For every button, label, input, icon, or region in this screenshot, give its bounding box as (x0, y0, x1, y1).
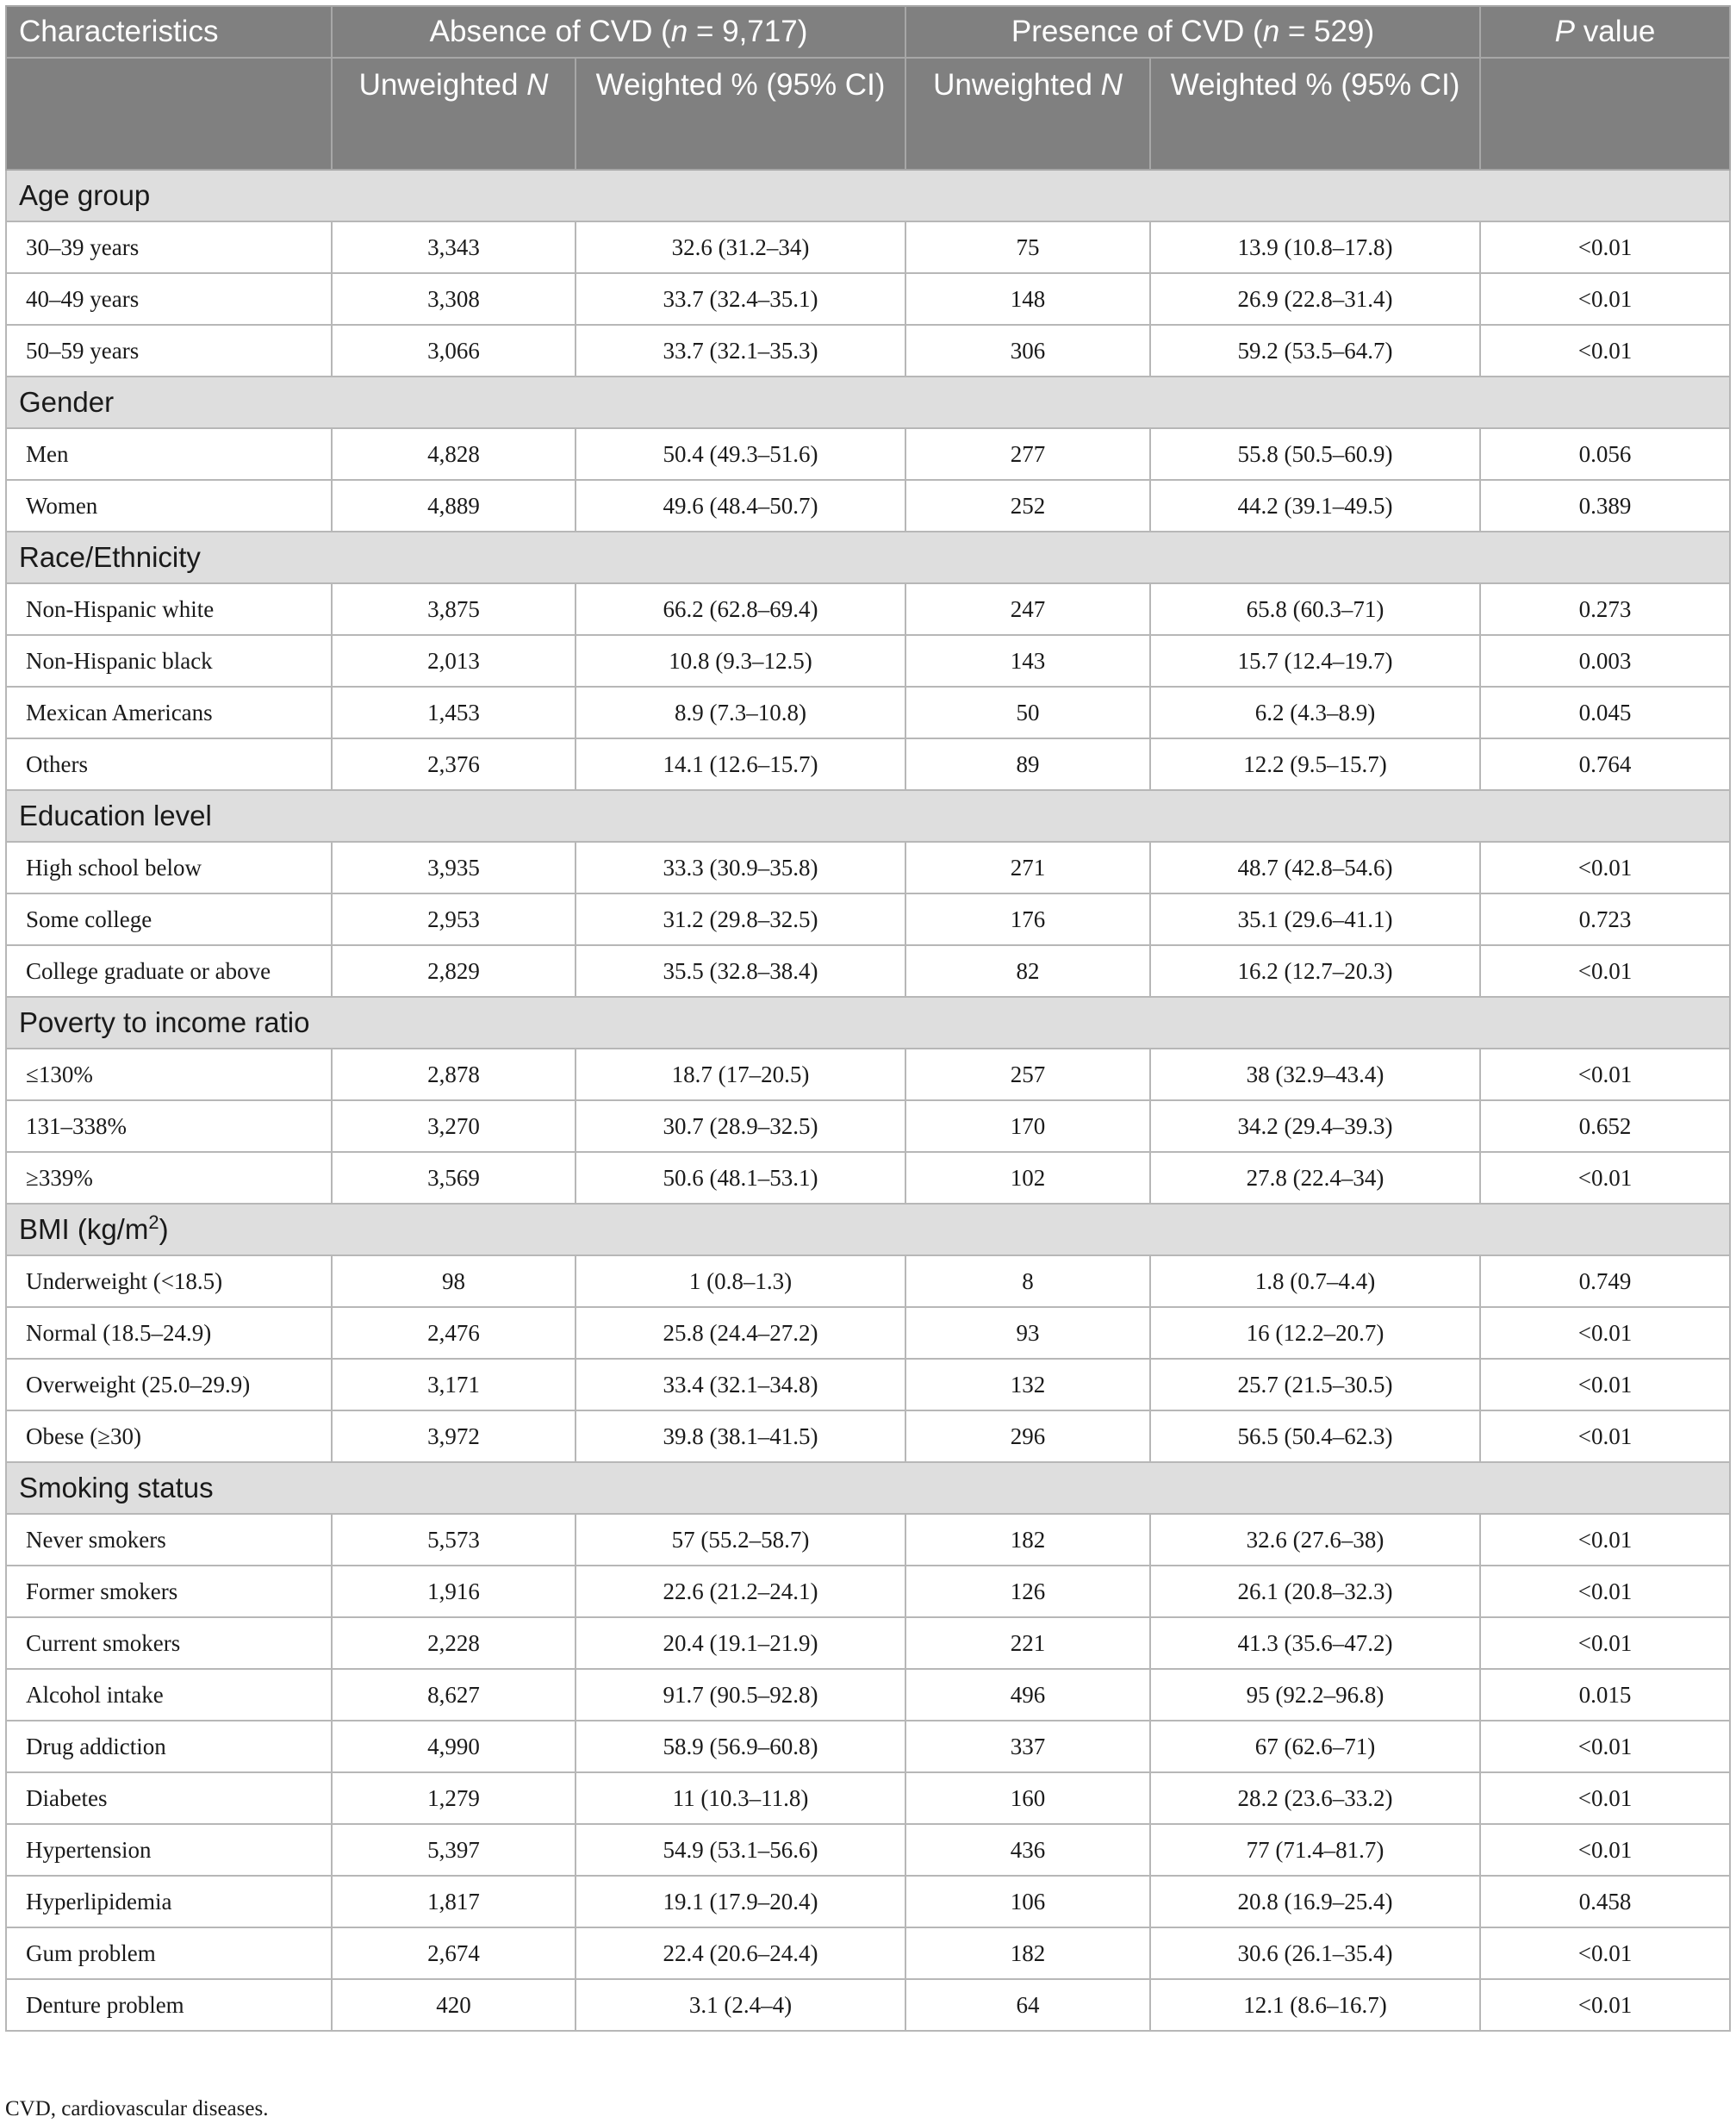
unweighted-n-absence: 5,397 (332, 1824, 576, 1876)
section-title: Race/Ethnicity (6, 532, 1730, 583)
unweighted-n-absence: 98 (332, 1255, 576, 1307)
weighted-pct-presence: 59.2 (53.5–64.7) (1150, 325, 1480, 377)
table-row (6, 1772, 1730, 1824)
p-value: 0.652 (1480, 1100, 1730, 1152)
p-value: 0.749 (1480, 1255, 1730, 1307)
unweighted-n-presence: 148 (905, 273, 1150, 325)
unweighted-n-absence: 2,829 (332, 945, 576, 997)
weighted-pct-presence: 26.1 (20.8–32.3) (1150, 1566, 1480, 1617)
p-value: 0.764 (1480, 738, 1730, 790)
weighted-pct-presence: 15.7 (12.4–19.7) (1150, 635, 1480, 687)
table-row (6, 1824, 1730, 1876)
table-row (6, 1721, 1730, 1772)
weighted-pct-presence: 65.8 (60.3–71) (1150, 583, 1480, 635)
header-blank-left (6, 58, 332, 170)
table-container (5, 5, 1729, 2032)
weighted-pct-presence: 20.8 (16.9–25.4) (1150, 1876, 1480, 1927)
section-row (6, 997, 1730, 1049)
weighted-pct-presence: 67 (62.6–71) (1150, 1721, 1480, 1772)
row-label: Alcohol intake (6, 1669, 332, 1721)
table-row (6, 273, 1730, 325)
p-value: <0.01 (1480, 1617, 1730, 1669)
row-label: Men (6, 428, 332, 480)
unweighted-n-presence: 75 (905, 221, 1150, 273)
p-value: <0.01 (1480, 1979, 1730, 2031)
weighted-pct-presence: 56.5 (50.4–62.3) (1150, 1410, 1480, 1462)
unweighted-n-absence: 2,228 (332, 1617, 576, 1669)
row-label: Drug addiction (6, 1721, 332, 1772)
p-value: 0.458 (1480, 1876, 1730, 1927)
unweighted-n-absence: 3,171 (332, 1359, 576, 1410)
weighted-pct-absence: 33.4 (32.1–34.8) (576, 1359, 905, 1410)
p-value: 0.056 (1480, 428, 1730, 480)
section-title: Age group (6, 170, 1730, 221)
table-row (6, 325, 1730, 377)
weighted-pct-presence: 34.2 (29.4–39.3) (1150, 1100, 1480, 1152)
unweighted-n-presence: 8 (905, 1255, 1150, 1307)
p-value: <0.01 (1480, 1307, 1730, 1359)
p-value: <0.01 (1480, 1772, 1730, 1824)
unweighted-n-absence: 4,828 (332, 428, 576, 480)
table-row (6, 1255, 1730, 1307)
unweighted-n-absence: 3,343 (332, 221, 576, 273)
unweighted-n-absence: 5,573 (332, 1514, 576, 1566)
unweighted-n-absence: 2,376 (332, 738, 576, 790)
p-value: <0.01 (1480, 1566, 1730, 1617)
section-row (6, 1204, 1730, 1255)
weighted-pct-presence: 12.2 (9.5–15.7) (1150, 738, 1480, 790)
row-label: Overweight (25.0–29.9) (6, 1359, 332, 1410)
p-value: <0.01 (1480, 325, 1730, 377)
table-row (6, 1876, 1730, 1927)
weighted-pct-presence: 26.9 (22.8–31.4) (1150, 273, 1480, 325)
weighted-pct-absence: 30.7 (28.9–32.5) (576, 1100, 905, 1152)
weighted-pct-absence: 57 (55.2–58.7) (576, 1514, 905, 1566)
p-value: <0.01 (1480, 1359, 1730, 1410)
weighted-pct-presence: 30.6 (26.1–35.4) (1150, 1927, 1480, 1979)
p-value: 0.003 (1480, 635, 1730, 687)
section-title: Poverty to income ratio (6, 997, 1730, 1049)
section-row (6, 1462, 1730, 1514)
unweighted-n-presence: 306 (905, 325, 1150, 377)
weighted-pct-absence: 66.2 (62.8–69.4) (576, 583, 905, 635)
unweighted-n-absence: 3,308 (332, 273, 576, 325)
weighted-pct-presence: 38 (32.9–43.4) (1150, 1049, 1480, 1100)
row-label: 40–49 years (6, 273, 332, 325)
row-label: Gum problem (6, 1927, 332, 1979)
table-footnote: CVD, cardiovascular diseases. (5, 2097, 269, 2120)
weighted-pct-presence: 25.7 (21.5–30.5) (1150, 1359, 1480, 1410)
unweighted-n-absence: 3,066 (332, 325, 576, 377)
row-label: 30–39 years (6, 221, 332, 273)
unweighted-n-presence: 252 (905, 480, 1150, 532)
unweighted-n-presence: 160 (905, 1772, 1150, 1824)
p-value: <0.01 (1480, 273, 1730, 325)
weighted-pct-presence: 77 (71.4–81.7) (1150, 1824, 1480, 1876)
weighted-pct-absence: 1 (0.8–1.3) (576, 1255, 905, 1307)
unweighted-n-presence: 82 (905, 945, 1150, 997)
unweighted-n-presence: 247 (905, 583, 1150, 635)
header-p-value: P value (1480, 6, 1730, 58)
unweighted-n-absence: 3,972 (332, 1410, 576, 1462)
row-label: Former smokers (6, 1566, 332, 1617)
unweighted-n-absence: 3,875 (332, 583, 576, 635)
table-row (6, 1514, 1730, 1566)
unweighted-n-presence: 143 (905, 635, 1150, 687)
weighted-pct-absence: 3.1 (2.4–4) (576, 1979, 905, 2031)
table-row (6, 1359, 1730, 1410)
weighted-pct-presence: 41.3 (35.6–47.2) (1150, 1617, 1480, 1669)
unweighted-n-presence: 93 (905, 1307, 1150, 1359)
table-row (6, 635, 1730, 687)
row-label: High school below (6, 842, 332, 893)
unweighted-n-absence: 1,916 (332, 1566, 576, 1617)
p-value: <0.01 (1480, 842, 1730, 893)
weighted-pct-presence: 6.2 (4.3–8.9) (1150, 687, 1480, 738)
weighted-pct-presence: 16.2 (12.7–20.3) (1150, 945, 1480, 997)
unweighted-n-absence: 3,935 (332, 842, 576, 893)
table-row (6, 842, 1730, 893)
unweighted-n-absence: 1,279 (332, 1772, 576, 1824)
weighted-pct-absence: 32.6 (31.2–34) (576, 221, 905, 273)
row-label: Hyperlipidemia (6, 1876, 332, 1927)
unweighted-n-absence: 3,569 (332, 1152, 576, 1204)
characteristics-table (5, 5, 1731, 2032)
unweighted-n-absence: 2,476 (332, 1307, 576, 1359)
row-label: Underweight (<18.5) (6, 1255, 332, 1307)
row-label: ≤130% (6, 1049, 332, 1100)
header-unweighted-n-presence: Unweighted N (905, 58, 1150, 170)
table-body (6, 170, 1730, 2031)
weighted-pct-absence: 50.4 (49.3–51.6) (576, 428, 905, 480)
unweighted-n-absence: 3,270 (332, 1100, 576, 1152)
weighted-pct-absence: 20.4 (19.1–21.9) (576, 1617, 905, 1669)
row-label: Non-Hispanic white (6, 583, 332, 635)
weighted-pct-presence: 48.7 (42.8–54.6) (1150, 842, 1480, 893)
weighted-pct-absence: 58.9 (56.9–60.8) (576, 1721, 905, 1772)
unweighted-n-absence: 1,453 (332, 687, 576, 738)
table-row (6, 945, 1730, 997)
row-label: Mexican Americans (6, 687, 332, 738)
row-label: Normal (18.5–24.9) (6, 1307, 332, 1359)
weighted-pct-absence: 8.9 (7.3–10.8) (576, 687, 905, 738)
table-row (6, 1617, 1730, 1669)
weighted-pct-absence: 33.3 (30.9–35.8) (576, 842, 905, 893)
header-unweighted-n-absence: Unweighted N (332, 58, 576, 170)
row-label: Hypertension (6, 1824, 332, 1876)
p-value: <0.01 (1480, 1410, 1730, 1462)
row-label: 131–338% (6, 1100, 332, 1152)
weighted-pct-absence: 35.5 (32.8–38.4) (576, 945, 905, 997)
weighted-pct-absence: 10.8 (9.3–12.5) (576, 635, 905, 687)
unweighted-n-absence: 4,889 (332, 480, 576, 532)
table-row (6, 1566, 1730, 1617)
weighted-pct-presence: 44.2 (39.1–49.5) (1150, 480, 1480, 532)
weighted-pct-absence: 11 (10.3–11.8) (576, 1772, 905, 1824)
table-row (6, 480, 1730, 532)
weighted-pct-presence: 35.1 (29.6–41.1) (1150, 893, 1480, 945)
unweighted-n-absence: 1,817 (332, 1876, 576, 1927)
weighted-pct-presence: 95 (92.2–96.8) (1150, 1669, 1480, 1721)
header-presence-cvd: Presence of CVD (n = 529) (905, 6, 1480, 58)
section-row (6, 377, 1730, 428)
row-label: College graduate or above (6, 945, 332, 997)
p-value: 0.015 (1480, 1669, 1730, 1721)
unweighted-n-presence: 277 (905, 428, 1150, 480)
table-row (6, 1049, 1730, 1100)
unweighted-n-presence: 296 (905, 1410, 1150, 1462)
p-value: <0.01 (1480, 1927, 1730, 1979)
unweighted-n-presence: 170 (905, 1100, 1150, 1152)
header-row-1 (6, 6, 1730, 58)
weighted-pct-presence: 1.8 (0.7–4.4) (1150, 1255, 1480, 1307)
weighted-pct-presence: 16 (12.2–20.7) (1150, 1307, 1480, 1359)
row-label: Non-Hispanic black (6, 635, 332, 687)
p-value: <0.01 (1480, 1049, 1730, 1100)
weighted-pct-absence: 18.7 (17–20.5) (576, 1049, 905, 1100)
p-value: 0.273 (1480, 583, 1730, 635)
table-row (6, 1100, 1730, 1152)
row-label: Never smokers (6, 1514, 332, 1566)
table-row (6, 738, 1730, 790)
weighted-pct-absence: 49.6 (48.4–50.7) (576, 480, 905, 532)
section-row (6, 532, 1730, 583)
p-value: <0.01 (1480, 945, 1730, 997)
unweighted-n-absence: 2,674 (332, 1927, 576, 1979)
table-row (6, 1669, 1730, 1721)
weighted-pct-absence: 14.1 (12.6–15.7) (576, 738, 905, 790)
p-value: <0.01 (1480, 1721, 1730, 1772)
row-label: Women (6, 480, 332, 532)
unweighted-n-absence: 2,953 (332, 893, 576, 945)
header-blank-right (1480, 58, 1730, 170)
unweighted-n-presence: 106 (905, 1876, 1150, 1927)
weighted-pct-presence: 32.6 (27.6–38) (1150, 1514, 1480, 1566)
unweighted-n-absence: 2,013 (332, 635, 576, 687)
table-row (6, 1307, 1730, 1359)
p-value: <0.01 (1480, 1152, 1730, 1204)
table-row (6, 1927, 1730, 1979)
section-title: Education level (6, 790, 1730, 842)
table-row (6, 1979, 1730, 2031)
header-characteristics: Characteristics (6, 6, 332, 58)
unweighted-n-presence: 182 (905, 1927, 1150, 1979)
weighted-pct-absence: 91.7 (90.5–92.8) (576, 1669, 905, 1721)
weighted-pct-absence: 22.6 (21.2–24.1) (576, 1566, 905, 1617)
unweighted-n-presence: 50 (905, 687, 1150, 738)
weighted-pct-absence: 54.9 (53.1–56.6) (576, 1824, 905, 1876)
row-label: Some college (6, 893, 332, 945)
p-value: <0.01 (1480, 1824, 1730, 1876)
header-weighted-absence: Weighted % (95% CI) (576, 58, 905, 170)
table-row (6, 687, 1730, 738)
unweighted-n-absence: 4,990 (332, 1721, 576, 1772)
unweighted-n-presence: 126 (905, 1566, 1150, 1617)
header-absence-cvd: Absence of CVD (n = 9,717) (332, 6, 905, 58)
weighted-pct-presence: 28.2 (23.6–33.2) (1150, 1772, 1480, 1824)
weighted-pct-absence: 31.2 (29.8–32.5) (576, 893, 905, 945)
table-row (6, 1410, 1730, 1462)
unweighted-n-presence: 176 (905, 893, 1150, 945)
unweighted-n-absence: 420 (332, 1979, 576, 2031)
weighted-pct-presence: 12.1 (8.6–16.7) (1150, 1979, 1480, 2031)
section-title: Gender (6, 377, 1730, 428)
weighted-pct-absence: 22.4 (20.6–24.4) (576, 1927, 905, 1979)
unweighted-n-presence: 436 (905, 1824, 1150, 1876)
unweighted-n-presence: 257 (905, 1049, 1150, 1100)
p-value: 0.723 (1480, 893, 1730, 945)
section-row (6, 170, 1730, 221)
weighted-pct-absence: 39.8 (38.1–41.5) (576, 1410, 905, 1462)
table-row (6, 428, 1730, 480)
row-label: Obese (≥30) (6, 1410, 332, 1462)
weighted-pct-absence: 19.1 (17.9–20.4) (576, 1876, 905, 1927)
weighted-pct-absence: 50.6 (48.1–53.1) (576, 1152, 905, 1204)
section-row (6, 790, 1730, 842)
table-row (6, 583, 1730, 635)
unweighted-n-presence: 496 (905, 1669, 1150, 1721)
p-value: 0.045 (1480, 687, 1730, 738)
table-row (6, 221, 1730, 273)
row-label: 50–59 years (6, 325, 332, 377)
p-value: <0.01 (1480, 1514, 1730, 1566)
section-title: BMI $(kg/m^2)$ (6, 1204, 1730, 1255)
p-value: 0.389 (1480, 480, 1730, 532)
table-row (6, 1152, 1730, 1204)
section-title: Smoking status (6, 1462, 1730, 1514)
unweighted-n-presence: 89 (905, 738, 1150, 790)
unweighted-n-presence: 337 (905, 1721, 1150, 1772)
p-value: <0.01 (1480, 221, 1730, 273)
weighted-pct-absence: 25.8 (24.4–27.2) (576, 1307, 905, 1359)
row-label: ≥339% (6, 1152, 332, 1204)
row-label: Current smokers (6, 1617, 332, 1669)
unweighted-n-presence: 221 (905, 1617, 1150, 1669)
weighted-pct-absence: 33.7 (32.4–35.1) (576, 273, 905, 325)
unweighted-n-absence: 8,627 (332, 1669, 576, 1721)
header-weighted-presence: Weighted % (95% CI) (1150, 58, 1480, 170)
weighted-pct-presence: 27.8 (22.4–34) (1150, 1152, 1480, 1204)
weighted-pct-presence: 55.8 (50.5–60.9) (1150, 428, 1480, 480)
unweighted-n-presence: 64 (905, 1979, 1150, 2031)
unweighted-n-presence: 132 (905, 1359, 1150, 1410)
header-row-2 (6, 58, 1730, 170)
weighted-pct-absence: 33.7 (32.1–35.3) (576, 325, 905, 377)
unweighted-n-absence: 2,878 (332, 1049, 576, 1100)
unweighted-n-presence: 182 (905, 1514, 1150, 1566)
table-row (6, 893, 1730, 945)
row-label: Diabetes (6, 1772, 332, 1824)
row-label: Denture problem (6, 1979, 332, 2031)
row-label: Others (6, 738, 332, 790)
weighted-pct-presence: 13.9 (10.8–17.8) (1150, 221, 1480, 273)
unweighted-n-presence: 271 (905, 842, 1150, 893)
unweighted-n-presence: 102 (905, 1152, 1150, 1204)
